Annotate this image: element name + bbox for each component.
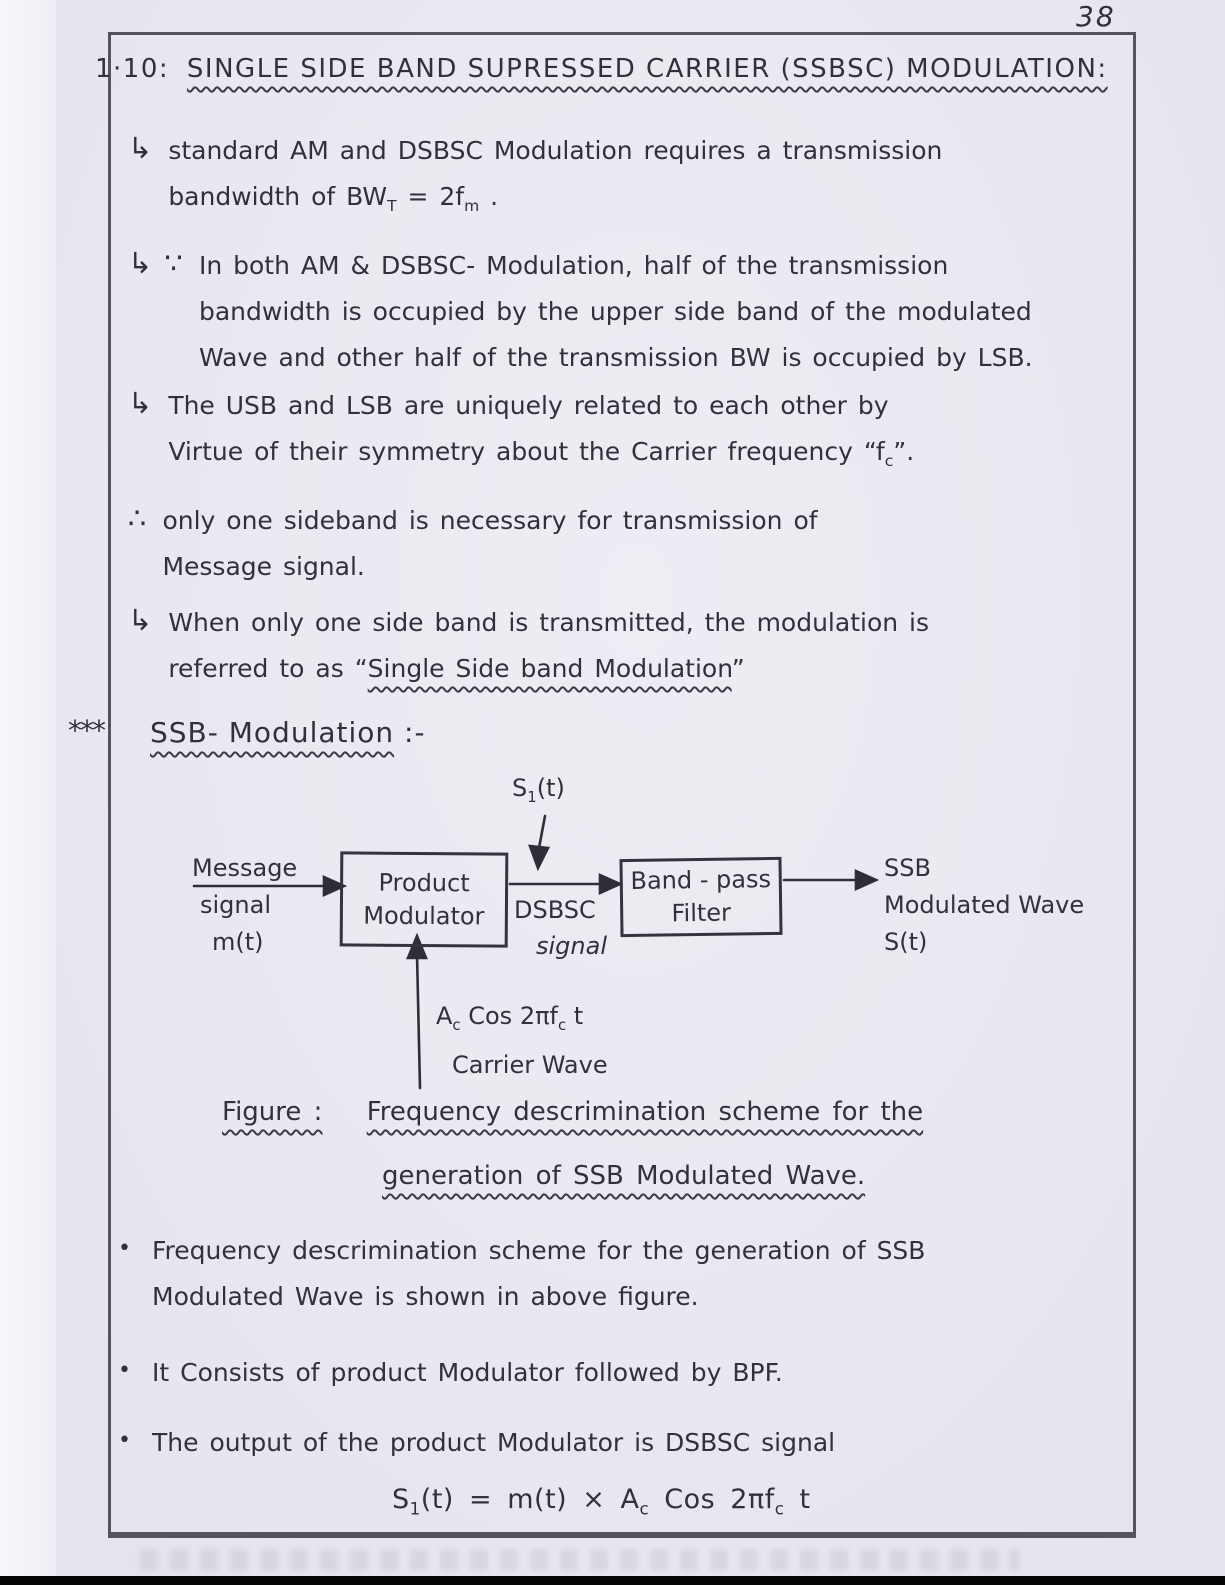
s1-signal-label [512, 770, 565, 816]
carrier-wave-label [436, 996, 608, 1085]
caption-row-1 [222, 1090, 923, 1134]
text-line: Message [192, 854, 298, 882]
message-signal-label [192, 850, 297, 961]
formula-fragment: bandwidth of BW [168, 182, 388, 211]
text-line: DSBSC [514, 896, 596, 924]
formula-fragment: Virtue of their symmetry about the Carrier frequency “f [168, 437, 885, 466]
product-modulator-box [340, 851, 509, 947]
text-line: Frequency descrimination scheme for the generation of SSB [152, 1236, 926, 1265]
text-line: Modulated Wave is shown in above figure. [152, 1282, 699, 1311]
text-line [168, 646, 1123, 692]
subscript: 1 [409, 1498, 421, 1519]
title-text: SINGLE SIDE BAND SUPRESSED CARRIER (SSBSC) MODULATION: [186, 54, 1108, 84]
text-line: When only one side band is transmitted, the modulation is [168, 608, 930, 637]
note-2 [118, 1350, 1118, 1396]
subscript: c [774, 1498, 785, 1519]
text-line: signal [536, 932, 607, 960]
formula-fragment: Cos 2πf [649, 1484, 775, 1515]
text-line: Message signal. [162, 552, 365, 581]
branch-arrow-icon: ↳ [128, 386, 153, 420]
box-label-line: Modulator [363, 901, 485, 930]
bullet-dot-icon: • [118, 1236, 131, 1261]
bullet-4 [128, 498, 1123, 590]
page-left-edge [0, 0, 56, 1585]
text-line: Modulated Wave [884, 891, 1085, 919]
heading-suffix: :- [394, 716, 426, 749]
subscript: 1 [527, 787, 537, 806]
text-line: signal [200, 891, 271, 919]
quoted-phrase: Single Side band Modulation [367, 654, 732, 683]
page-title [95, 54, 1108, 84]
dsbsc-signal-label [514, 892, 607, 964]
box-label-line: Filter [671, 898, 732, 928]
bullet-2-lines [199, 243, 1123, 381]
formula-fragment: S [392, 1484, 410, 1515]
page-number: 38 [1076, 0, 1116, 33]
formula-fragment: (t) = m(t) × A [420, 1484, 640, 1515]
formula-fragment: t [566, 1002, 584, 1030]
formula-fragment: = 2f [396, 182, 465, 211]
subscript: c [452, 1015, 461, 1034]
formula-fragment: ”. [893, 437, 915, 466]
bullet-5 [128, 600, 1123, 692]
therefore-icon: ∴ [128, 501, 147, 535]
branch-arrow-icon: ↳ ∵ [128, 246, 183, 280]
scan-bottom-bar [0, 1576, 1225, 1585]
formula-fragment: . [479, 182, 499, 211]
figure-caption [222, 1090, 923, 1198]
note-3-lines [152, 1420, 1118, 1466]
text-line: SSB [884, 854, 931, 882]
ssb-modulation-heading [150, 716, 426, 749]
bleed-through-smudge [140, 1549, 1020, 1571]
text-line: The USB and LSB are uniquely related to each other by [168, 391, 889, 420]
box-label-line: Product [378, 868, 470, 897]
heading-text: SSB- Modulation [150, 716, 395, 749]
subscript: m [464, 197, 480, 215]
bullet-4-lines [162, 498, 1123, 590]
note-1-lines [152, 1228, 1118, 1320]
subscript: T [387, 197, 397, 215]
text-fragment: ” [731, 654, 745, 683]
text-line: m(t) [212, 928, 264, 956]
formula-fragment: Cos 2πf [460, 1002, 558, 1030]
formula-fragment: A [436, 1002, 453, 1030]
box-label-line: Band - pass [630, 865, 772, 895]
bullet-3-lines [168, 383, 1123, 484]
formula-fragment: (t) [536, 774, 565, 802]
subscript: c [639, 1498, 650, 1519]
formula-fragment: S [512, 774, 528, 802]
note-3 [118, 1420, 1118, 1466]
ssb-output-label [884, 850, 1084, 961]
text-line: S(t) [884, 928, 928, 956]
bullet-3 [128, 383, 1123, 484]
note-1 [118, 1228, 1118, 1320]
stars-marker: *** [68, 714, 104, 747]
subscript: c [884, 452, 894, 470]
note-2-lines [152, 1350, 1118, 1396]
branch-arrow-icon: ↳ [128, 603, 153, 637]
bullet-dot-icon: • [118, 1428, 131, 1453]
text-line: only one sideband is necessary for transmission of [162, 506, 818, 535]
formula-line [436, 996, 608, 1045]
text-line: Wave and other half of the transmission BW is occupied by LSB. [198, 343, 1033, 372]
bullet-2 [128, 243, 1123, 381]
bullet-5-lines [168, 600, 1123, 692]
formula-fragment: t [784, 1484, 811, 1515]
bullet-1-lines [168, 128, 1123, 229]
text-fragment: referred to as “ [168, 654, 368, 683]
caption-line-1: Frequency descrimination scheme for the [366, 1097, 924, 1127]
caption-line-2: generation of SSB Modulated Wave. [382, 1161, 866, 1191]
text-line: It Consists of product Modulator followed by BPF. [152, 1358, 783, 1387]
text-line: bandwidth is occupied by the upper side band of the modulated [198, 297, 1032, 326]
bullet-dot-icon: • [118, 1358, 131, 1383]
subscript: c [557, 1015, 567, 1034]
caption-label: Figure : [222, 1097, 323, 1127]
bullet-1 [128, 128, 1123, 229]
block-diagram [120, 768, 1130, 1103]
text-line [168, 174, 1123, 229]
branch-arrow-icon: ↳ [128, 131, 153, 165]
text-line [168, 429, 1123, 484]
text-line: The output of the product Modulator is DSBSC signal [152, 1428, 836, 1457]
bandpass-filter-box [619, 857, 782, 937]
section-number: 1·10: [95, 54, 170, 84]
text-line: standard AM and DSBSC Modulation requires a transmission [168, 136, 943, 165]
text-line: In both AM & DSBSC- Modulation, half of the transmission [198, 251, 949, 280]
dsbsc-equation [392, 1484, 811, 1518]
text-line: Carrier Wave [452, 1050, 608, 1079]
